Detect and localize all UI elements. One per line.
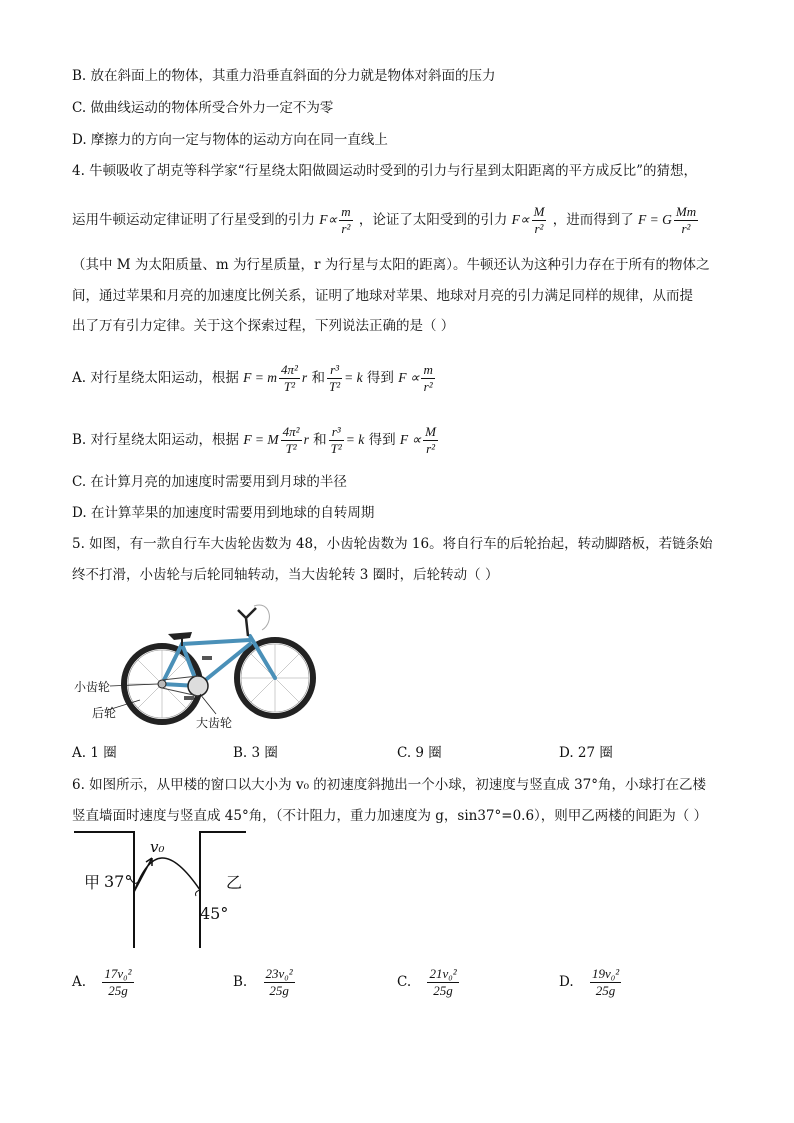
q4-formula: F ∝ [398, 370, 420, 385]
frac-den: r² [423, 379, 433, 394]
frac-den: T² [330, 441, 342, 456]
q4-stem-line4: 间，通过苹果和月亮的加速度比例关系，证明了地球对苹果、地球对月亮的引力满足同样的规律，从而提 [72, 288, 693, 304]
q6-option-b [233, 966, 297, 999]
q4-option-b [72, 424, 440, 457]
q4-text: A. 对行星绕太阳运动，根据 [72, 370, 239, 386]
q4-option-a [72, 362, 437, 395]
label-big-gear: 大齿轮 [196, 716, 233, 730]
option-letter: A. [72, 974, 87, 990]
frac-den: 25g [595, 983, 616, 998]
frac-num: Mm [675, 204, 697, 219]
q4-text: ，进而得到了 [552, 212, 634, 228]
option-letter: D. [559, 974, 574, 990]
frac-num: m [423, 362, 433, 377]
q4-formula: r [301, 370, 308, 385]
frac-den: r² [681, 221, 691, 236]
frac-M-r2 [423, 424, 438, 457]
q4-option-c: C. 在计算月亮的加速度时需要用到月球的半径 [72, 474, 347, 490]
label-small-gear: 小齿轮 [74, 680, 111, 694]
q4-text: ，论证了太阳受到的引力 [358, 212, 508, 228]
frac-num: M [533, 204, 545, 219]
q5-stem-line2: 终不打滑，小齿轮与后轮同轴转动，当大齿轮转 3 圈时，后轮转动（ ） [72, 567, 499, 583]
q4-formula: = k [345, 432, 365, 447]
q4-formula: r [303, 432, 309, 447]
q5-stem-line1: 5. 如图，有一款自行车大齿轮齿数为 48，小齿轮齿数为 16。将自行车的后轮抬起，转动脚踏板，若链条始 [72, 536, 713, 552]
frac-num: 4π² [281, 362, 298, 377]
velocity-arrow [134, 858, 152, 892]
frac-num: M [425, 424, 436, 439]
trajectory [134, 858, 200, 892]
frac-num: r³ [329, 424, 344, 441]
q5-option-a: A. 1 圈 [72, 745, 117, 761]
q4-text: 和 [313, 432, 327, 448]
frac-den: r² [341, 221, 351, 236]
frac-num: r³ [327, 362, 342, 379]
frac-den: 25g [108, 983, 128, 998]
frac-4pi2-T2 [281, 424, 302, 457]
q3-option-d: D. 摩擦力的方向一定与物体的运动方向在同一直线上 [72, 132, 388, 148]
frac-m-r2 [421, 362, 434, 395]
q6-option-c [397, 966, 461, 999]
label-angle-45: 45° [200, 904, 229, 923]
frac-r3-T2 [327, 362, 342, 395]
q4-stem-line2 [72, 204, 700, 237]
option-fraction [102, 966, 133, 999]
q5-option-d: D. 27 圈 [559, 745, 613, 761]
handlebar [238, 608, 256, 636]
q6-stem-line2: 竖直墙面时速度与竖直成 45°角，（不计阻力，重力加速度为 g，sin37°=0.6），则甲乙两楼的间距为（ ） [72, 808, 708, 824]
q4-option-d: D. 在计算苹果的加速度时需要用到地球的自转周期 [72, 505, 375, 521]
q4-formula: = k [344, 370, 363, 385]
q6-option-d [559, 966, 623, 999]
option-fraction [264, 966, 295, 999]
q3-option-c: C. 做曲线运动的物体所受合外力一定不为零 [72, 100, 334, 116]
frac-den: r² [426, 441, 436, 456]
q4-stem-line1: 4. 牛顿吸收了胡克等科学家“行星绕太阳做圆运动时受到的引力与行星到太阳距离的平方成反比”的猜想， [72, 163, 697, 179]
q4-formula: F = M [243, 432, 279, 447]
label-jia: 甲 [84, 873, 101, 892]
q4-text: 得到 [368, 432, 396, 448]
label-v0: v₀ [150, 838, 165, 856]
q4-text: 和 [311, 370, 325, 386]
frac-num: 21v₀² [429, 966, 457, 981]
q4-formula: F ∝ [399, 432, 422, 447]
q5-option-c: C. 9 圈 [397, 745, 442, 761]
option-fraction [427, 966, 458, 999]
frac-den: T² [328, 379, 341, 394]
q4-text: 运用牛顿运动定律证明了行星受到的引力 [72, 212, 315, 228]
seat [168, 632, 192, 640]
q4-frac-M-r2 [532, 204, 547, 237]
big-gear [188, 676, 208, 696]
frac-den: T² [283, 379, 296, 394]
label-rear-wheel: 后轮 [92, 706, 117, 720]
frac-num: m [341, 204, 351, 219]
q4-formula: F∝ [319, 212, 338, 227]
frac-den: T² [285, 441, 297, 456]
frac-4pi2-T2 [279, 362, 300, 395]
frac-num: 4π² [282, 424, 300, 439]
q4-text: B. 对行星绕太阳运动，根据 [72, 432, 240, 448]
q4-formula: F = G [638, 212, 672, 227]
frac-num: 17v₀² [104, 966, 132, 981]
q4-stem-line3: （其中 M 为太阳质量、m 为行星质量，r 为行星与太阳的距离）。牛顿还认为这种引力存在于所有的物体之 [72, 257, 710, 273]
q5-option-b: B. 3 圈 [233, 745, 278, 761]
q4-frac-m-r2 [339, 204, 352, 237]
q4-formula: F = m [243, 370, 277, 385]
frac-den: 25g [433, 983, 453, 998]
q3-option-b: B. 放在斜面上的物体，其重力沿垂直斜面的分力就是物体对斜面的压力 [72, 68, 496, 84]
option-fraction [590, 966, 621, 999]
q4-text: 得到 [366, 370, 394, 386]
label-angle-37: 37° [104, 872, 133, 891]
q6-option-a [72, 966, 136, 999]
frac-num: 23v₀² [265, 966, 293, 981]
frac-num: 19v₀² [591, 966, 620, 981]
option-letter: C. [397, 974, 412, 990]
q6-stem-line1: 6. 如图所示，从甲楼的窗口以大小为 v₀ 的初速度斜抛出一个小球，初速度与竖直成 37°角，小球打在乙楼 [72, 777, 707, 793]
frac-r3-T2 [329, 424, 344, 457]
frac-den: 25g [269, 983, 289, 998]
q4-frac-Mm-r2 [674, 204, 698, 237]
q4-formula: F∝ [511, 212, 530, 227]
option-letter: B. [233, 974, 248, 990]
small-gear [158, 680, 166, 688]
label-yi: 乙 [226, 873, 243, 892]
frac-den: r² [534, 221, 544, 236]
q4-stem-line5: 出了万有引力定律。关于这个探索过程，下列说法正确的是（ ） [72, 318, 455, 334]
